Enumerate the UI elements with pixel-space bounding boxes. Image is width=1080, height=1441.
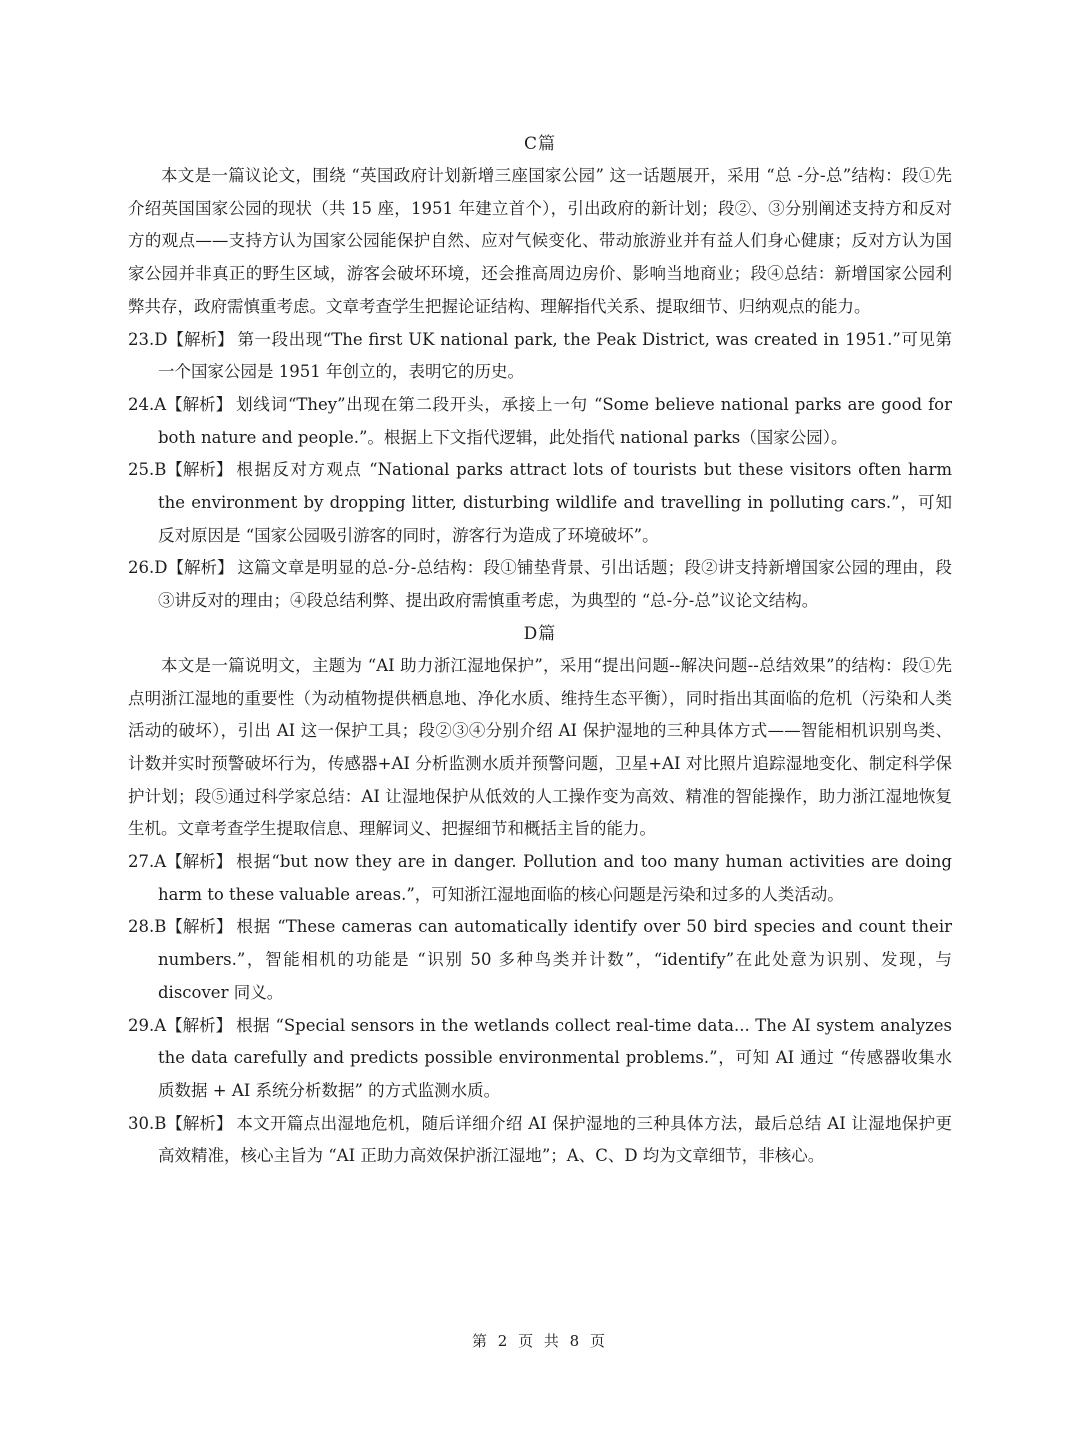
analysis-tag: 【解析】 xyxy=(166,917,233,937)
answer-item xyxy=(128,324,952,389)
answer-item xyxy=(128,454,952,552)
analysis-text: 划线词“They”出现在第二段开头，承接上一句 “Some believe national parks are good for both nature and people.”。根据上下文指代逻辑，此处指代 national parks（国家公园）。 xyxy=(158,394,952,447)
section-title: C篇 xyxy=(523,134,556,154)
analysis-tag: 【解析】 xyxy=(166,1113,233,1133)
question-number: 23. xyxy=(128,329,155,349)
section-summary: 本文是一篇议论文，围绕 “英国政府计划新增三座国家公园” 这一话题展开，采用 “总 -分-总”结构：段①先介绍英国国家公园的现状（共 15 座，1951 年建立首个），引出政府的新计划；段②、③分别阐述支持方和反对方的观点——支持方认为国家公园能保护自然、应对气候变化、带动旅游业并有益人们身心健康；反对方认为国家公园并非真正的野生区域，游客会破坏环境，还会推高周边房价、影响当地商业；段④总结：新增国家公园利弊共存，政府需慎重考虑。文章考查学生把握论证结构、理解指代关系、提取细节、归纳观点的能力。 xyxy=(128,166,952,316)
answer-letter: A xyxy=(154,394,167,414)
analysis-text: 根据 “Special sensors in the wetlands collect real-time data... The AI system analyzes the data carefully and predicts possible environmental problems.”，可知 AI 通过 “传感器收集水质数据 + AI 系统分析数据” 的方式监测水质。 xyxy=(158,1015,952,1100)
question-number: 25. xyxy=(128,460,155,480)
section-summary: 本文是一篇说明文，主题为 “AI 助力浙江湿地保护”，采用“提出问题--解决问题--总结效果”的结构：段①先点明浙江湿地的重要性（为动植物提供栖息地、净化水质、维持生态平衡），同时指出其面临的危机（污染和人类活动的破坏），引出 AI 这一保护工具；段②③④分别介绍 AI 保护湿地的三种具体方式——智能相机识别鸟类、计数并实时预警破坏行为，传感器+AI 分析监测水质并预警问题，卫星+AI 对比照片追踪湿地变化、制定科学保护计划；段⑤通过科学家总结：AI 让湿地保护从低效的人工操作变为高效、精准的智能操作，助力浙江湿地恢复生机。文章考查学生提取信息、理解词义、把握细节和概括主旨的能力。 xyxy=(128,655,952,839)
analysis-tag: 【解析】 xyxy=(166,852,233,872)
analysis-tag: 【解析】 xyxy=(167,558,234,578)
analysis-text: 第一段出现“The first UK national park, the Peak District, was created in 1951.”可见第一个国家公园是 1951 年创立的，表明它的历史。 xyxy=(158,329,952,382)
analysis-tag: 【解析】 xyxy=(166,460,233,480)
answer-item xyxy=(128,1010,952,1108)
analysis-text: 本文开篇点出湿地危机，随后详细介绍 AI 保护湿地的三种具体方法，最后总结 AI 让湿地保护更高效精准，核心主旨为 “AI 正助力高效保护浙江湿地”；A、C、D 均为文章细节，非核心。 xyxy=(158,1113,952,1166)
analysis-text: 这篇文章是明显的总-分-总结构：段①铺垫背景、引出话题；段②讲支持新增国家公园的理由，段③讲反对的理由；④段总结利弊、提出政府需慎重考虑，为典型的 “总-分-总”议论文结构。 xyxy=(158,558,952,611)
answer-letter: D xyxy=(154,558,168,578)
document-page xyxy=(128,128,952,1173)
analysis-text: 根据“but now they are in danger. Pollution and too many human activities are doing harm to these valuable areas.”，可知浙江湿地面临的核心问题是污染和过多的人类活动。 xyxy=(158,852,952,904)
question-number: 30. xyxy=(128,1113,155,1133)
answer-letter: A xyxy=(154,852,167,872)
question-number: 26. xyxy=(128,558,155,578)
answer-item xyxy=(128,389,952,454)
answer-item xyxy=(128,846,952,911)
answer-item xyxy=(128,552,952,617)
analysis-text: 根据反对方观点 “National parks attract lots of tourists but these visitors often harm the environment by dropping litter, disturbing wildlife and travelling in polluting cars.”，可知反对原因是 “国家公园吸引游客的同时，游客行为造成了环境破坏”。 xyxy=(158,460,952,545)
answer-item xyxy=(128,1108,952,1173)
question-number: 29. xyxy=(128,1015,155,1035)
answer-letter: B xyxy=(154,1113,167,1133)
question-number: 28. xyxy=(128,917,155,937)
section-title: D篇 xyxy=(523,623,557,644)
section-c xyxy=(128,128,952,618)
answer-item xyxy=(128,911,952,1009)
answer-letter: B xyxy=(154,917,167,937)
answer-letter: A xyxy=(154,1015,167,1035)
question-number: 24. xyxy=(128,394,155,414)
answer-letter: D xyxy=(154,329,168,349)
page-number: 第 2 页 共 8 页 xyxy=(472,1332,608,1350)
analysis-tag: 【解析】 xyxy=(167,329,234,349)
question-number: 27. xyxy=(128,852,155,872)
section-d xyxy=(128,618,952,1173)
analysis-text: 根据 “These cameras can automatically identify over 50 bird species and count their numbers.”，智能相机的功能是 “识别 50 多种鸟类并计数”，“identify”在此处意为识别、发现，与 discover 同义。 xyxy=(158,917,952,1002)
analysis-tag: 【解析】 xyxy=(166,1015,233,1035)
analysis-tag: 【解析】 xyxy=(166,394,233,414)
answer-letter: B xyxy=(154,460,167,480)
